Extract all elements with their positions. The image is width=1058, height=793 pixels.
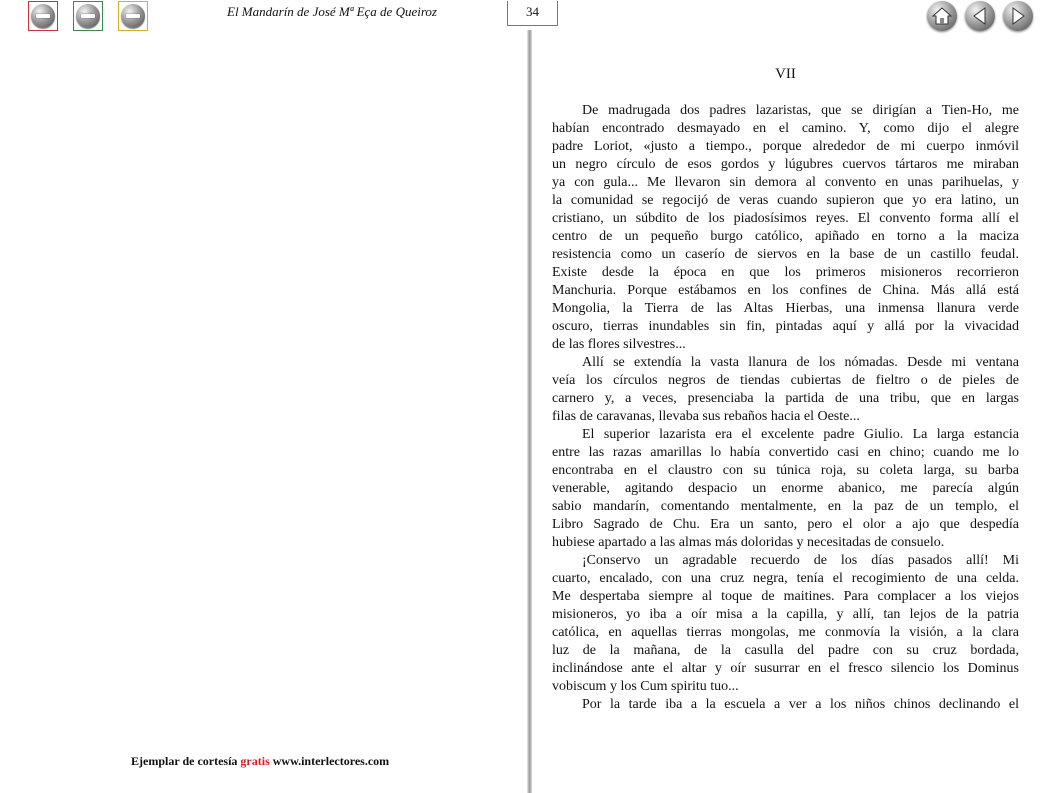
next-page-icon (1009, 6, 1027, 26)
previous-page-button[interactable] (965, 1, 995, 31)
footer-url[interactable]: www.interlectores.com (272, 754, 390, 768)
toolbar-button-1[interactable] (28, 1, 58, 31)
text-line: El superior lazarista era el excelente padre Giulio. La larga estancia (582, 427, 1019, 442)
text-line: vobiscum y los Cum spiritu tuo... (552, 679, 739, 694)
chapter-title: VII (775, 66, 796, 82)
text-line: ¡Conservo un agradable recuerdo de los días pasados allí! Mi (582, 553, 1019, 568)
text-line: entre las razas amarillas lo había convertido casi en chino; cuando me lo (552, 445, 1019, 460)
text-line: sabio mandarín, comentando mentalmente, en la paz de un templo, el (552, 499, 1019, 514)
text-line: misioneros, yo iba a oír misa a la capilla, y allí, tan lejos de la patria (552, 607, 1019, 622)
text-line: encontraba en el claustro con su túnica roja, su coleta larga, su barba (552, 463, 1019, 478)
text-line: la comunidad se regocijó de veras cuando supieron que yo era latino, un (552, 193, 1019, 208)
minus-icon (121, 4, 145, 28)
text-line: resistencia como un caserío de siervos en la base de un castillo feudal. (552, 247, 1019, 262)
text-line: carnero y, a veces, presenciaba la partida de una tribu, que en largas (552, 391, 1019, 406)
text-line: hubiese apartado a las almas más doloridas y necesitadas de consuelo. (552, 535, 945, 550)
text-line: Manchuria. Porque estábamos en los confines de China. Más allá está (552, 283, 1019, 298)
text-line: luz de la mañana, de la casulla del padre con su cruz bordada, (552, 643, 1019, 658)
text-line: Por la tarde iba a la escuela a ver a los niños chinos declinando el (582, 697, 1019, 712)
text-line: oscuro, tierras inundables sin fin, pintadas aquí y allá por la vivacidad (552, 319, 1019, 334)
text-line: centro de un pequeño burgo católico, apiñado en torno a la maciza (552, 229, 1019, 244)
text-line: un negro círculo de esos gordos y lúgubres cuervos tártaros me miraban (552, 157, 1019, 172)
chapter-body (552, 102, 1019, 714)
text-line: de las flores silvestres... (552, 337, 686, 352)
text-line: católica, en aquellas tierras mongolas, me conmovía la visión, a la clara (552, 625, 1019, 640)
page-divider (527, 30, 532, 793)
text-line: Existe desde la época en que los primeros misioneros recorrieron (552, 265, 1019, 280)
text-line: habían encontrado desmayado en el camino. Y, como dijo el alegre (552, 121, 1019, 136)
home-button[interactable] (927, 1, 957, 31)
text-line: Libro Sagrado de Chu. Era un santo, pero el olor a ajo que despedía (552, 517, 1019, 532)
text-line: veía los círculos negros de tiendas cubiertas de fieltro o de pieles de (552, 373, 1019, 388)
minus-icon (31, 4, 55, 28)
page-number: 34 (507, 1, 558, 26)
home-icon (932, 7, 952, 25)
toolbar-button-2[interactable] (73, 1, 103, 31)
text-line: cristiano, un súbdito de los piadosísimos reyes. El convento forma allí el (552, 211, 1019, 226)
text-line: ya con gula... Me llevaron sin demora al convento en unas parihuelas, y (552, 175, 1019, 190)
book-title: El Mandarín de José Mª Eça de Queiroz (227, 4, 437, 19)
footer (131, 754, 389, 769)
text-line: padre Loriot, «justo a tiempo., porque alrededor de mi cuerpo inmóvil (552, 139, 1019, 154)
next-page-button[interactable] (1003, 1, 1033, 31)
text-line: cuarto, encalado, con una cruz negra, tenía el recogimiento de una celda. (552, 571, 1019, 586)
toolbar-button-3[interactable] (118, 1, 148, 31)
text-line: venerable, agitando despacio un enorme abanico, me parecía algún (552, 481, 1019, 496)
text-line: filas de caravanas, llevaba sus rebaños hacia el Oeste... (552, 409, 860, 424)
text-line: Allí se extendía la vasta llanura de los nómadas. Desde mi ventana (582, 355, 1019, 370)
footer-prefix: Ejemplar de cortesía (131, 754, 238, 768)
minus-icon (76, 4, 100, 28)
text-line: De madrugada dos padres lazaristas, que se dirigían a Tien-Ho, me (582, 103, 1019, 118)
previous-page-icon (971, 6, 989, 26)
footer-free-label: gratis (240, 754, 270, 768)
text-line: Mongolia, la Tierra de las Altas Hierbas, una inmensa llanura verde (552, 301, 1019, 316)
text-line: Me despertaba siempre al toque de maitines. Para complacer a los viejos (552, 589, 1019, 604)
text-line: inclinándose ante el altar y oír susurrar en el fresco silencio los Dominus (552, 661, 1019, 676)
